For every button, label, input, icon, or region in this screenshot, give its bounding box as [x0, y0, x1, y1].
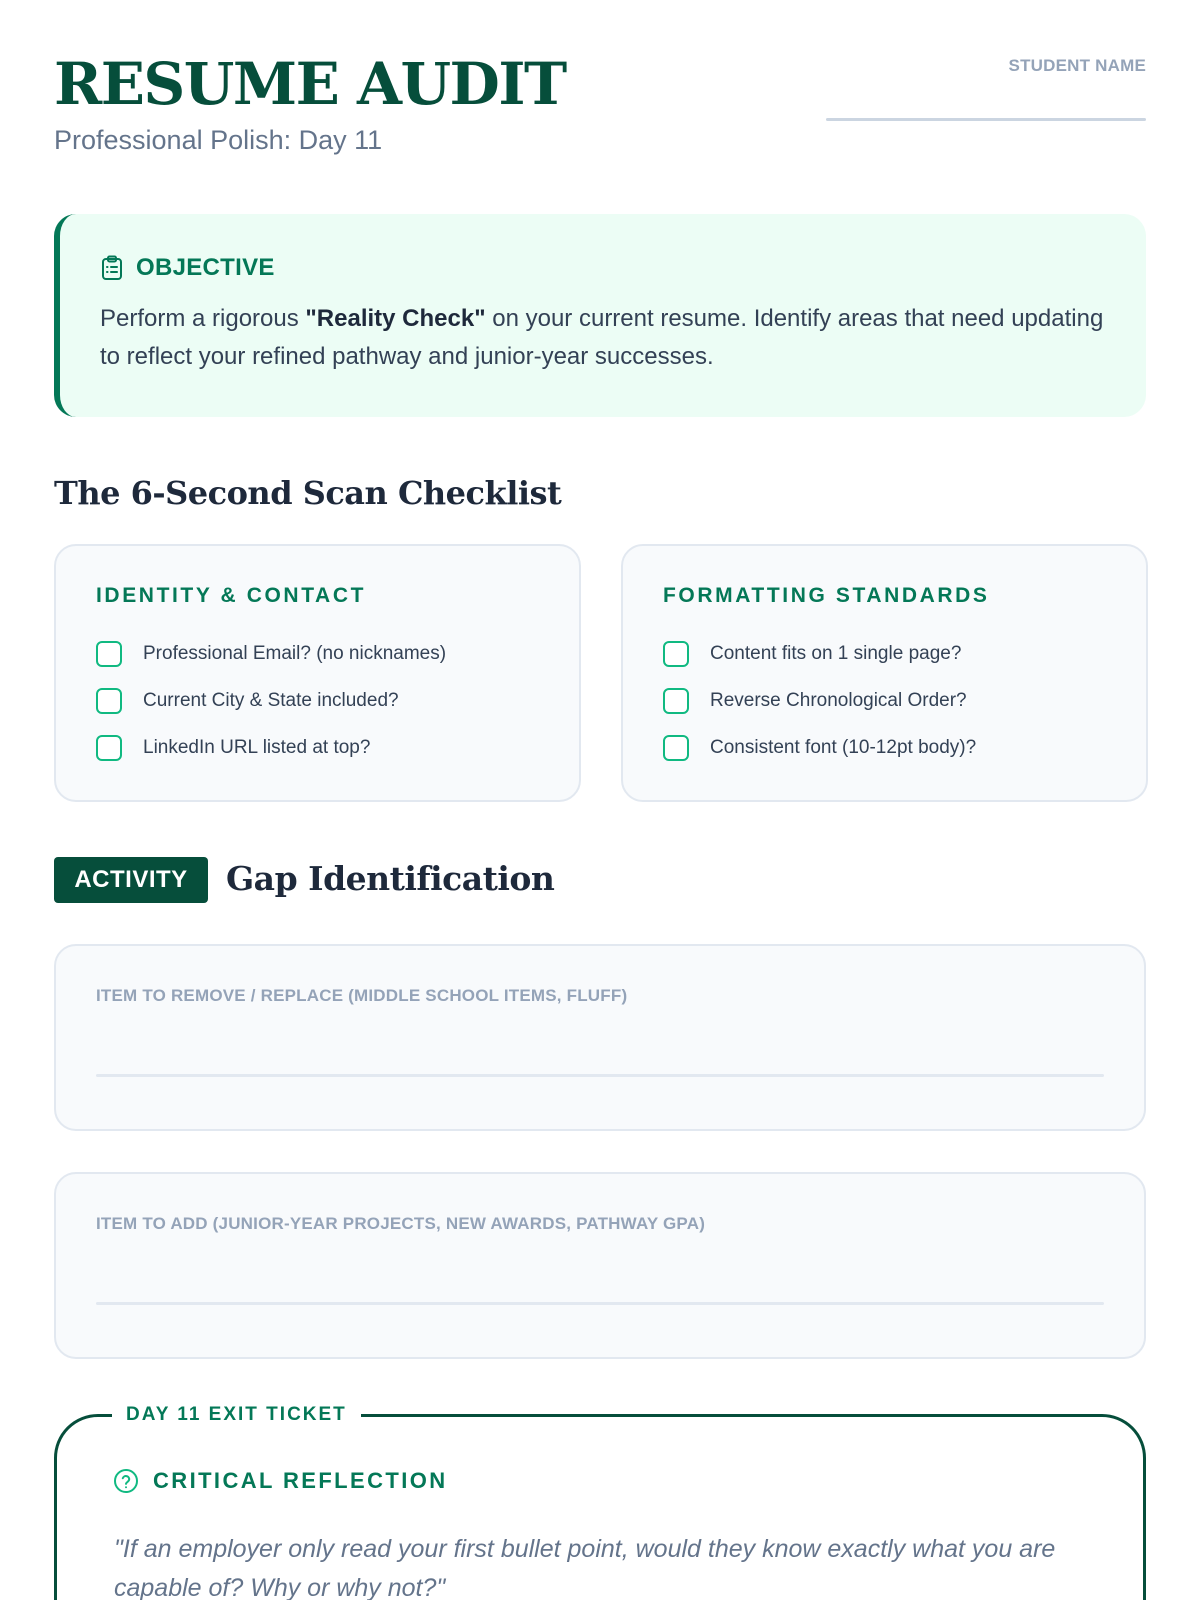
checkbox[interactable]: [663, 688, 689, 714]
checkbox[interactable]: [96, 735, 122, 761]
checklist-item[interactable]: [96, 724, 541, 771]
add-item-label: ITEM TO ADD (JUNIOR-YEAR PROJECTS, NEW AWARDS, PATHWAY GPA): [96, 1214, 706, 1233]
objective-text-emphasis: "Reality Check": [305, 305, 486, 332]
exit-ticket-legend: DAY 11 EXIT TICKET: [112, 1400, 361, 1430]
page-title: RESUME AUDIT: [54, 50, 566, 118]
student-name-block: [826, 56, 1146, 121]
clipboard-icon: [100, 255, 124, 281]
identity-card-title: IDENTITY & CONTACT: [96, 584, 367, 607]
checklist-item-label: Reverse Chronological Order?: [710, 689, 967, 711]
identity-contact-card: [54, 544, 581, 802]
objective-text-end: on your current resume. Identify areas that need updating to reflect your refined pathway and junior-year successes.: [100, 305, 1104, 370]
checklist-item[interactable]: [96, 677, 541, 724]
objective-title: OBJECTIVE: [136, 254, 275, 281]
formatting-standards-card: [621, 544, 1148, 802]
formatting-card-title: FORMATTING STANDARDS: [663, 584, 990, 607]
checklist-item[interactable]: [96, 630, 541, 677]
exit-ticket-title: CRITICAL REFLECTION: [153, 1468, 448, 1493]
student-name-field[interactable]: [826, 118, 1146, 121]
checklist-item[interactable]: [663, 724, 1108, 771]
objective-panel: [54, 214, 1146, 417]
objective-text: [100, 300, 1106, 376]
question-circle-icon: [113, 1468, 139, 1494]
remove-replace-input[interactable]: [96, 1074, 1104, 1077]
objective-header: [100, 254, 1106, 282]
exit-ticket-question: "If an employer only read your first bullet point, would they know exactly what you are capable of? Why or why not?": [114, 1535, 1056, 1600]
exit-ticket: [54, 1404, 1146, 1600]
checklist-item-label: Consistent font (10-12pt body)?: [710, 736, 977, 758]
checklist-item[interactable]: [663, 677, 1108, 724]
checklist-item-label: Content fits on 1 single page?: [710, 642, 962, 664]
checkbox[interactable]: [663, 641, 689, 667]
checklist-item[interactable]: [663, 630, 1108, 677]
checklist-item-label: LinkedIn URL listed at top?: [143, 736, 371, 758]
remove-replace-field-card: [54, 944, 1146, 1131]
checklist-title: The 6-Second Scan Checklist: [54, 474, 562, 512]
activity-title: Gap Identification: [226, 859, 555, 898]
remove-replace-label: ITEM TO REMOVE / REPLACE (MIDDLE SCHOOL ITEMS, FLUFF): [96, 986, 628, 1005]
page-subtitle: Professional Polish: Day 11: [54, 125, 383, 155]
checklist-item-label: Current City & State included?: [143, 689, 399, 711]
checkbox[interactable]: [96, 688, 122, 714]
checkbox[interactable]: [663, 735, 689, 761]
activity-badge: ACTIVITY: [54, 857, 208, 903]
checklist-item-label: Professional Email? (no nicknames): [143, 642, 447, 664]
checkbox[interactable]: [96, 641, 122, 667]
student-name-label: STUDENT NAME: [1008, 56, 1146, 75]
objective-text-start: Perform a rigorous: [100, 305, 306, 332]
add-item-input[interactable]: [96, 1302, 1104, 1305]
exit-ticket-header: [113, 1468, 448, 1494]
header: [54, 0, 1146, 200]
add-item-field-card: [54, 1172, 1146, 1359]
